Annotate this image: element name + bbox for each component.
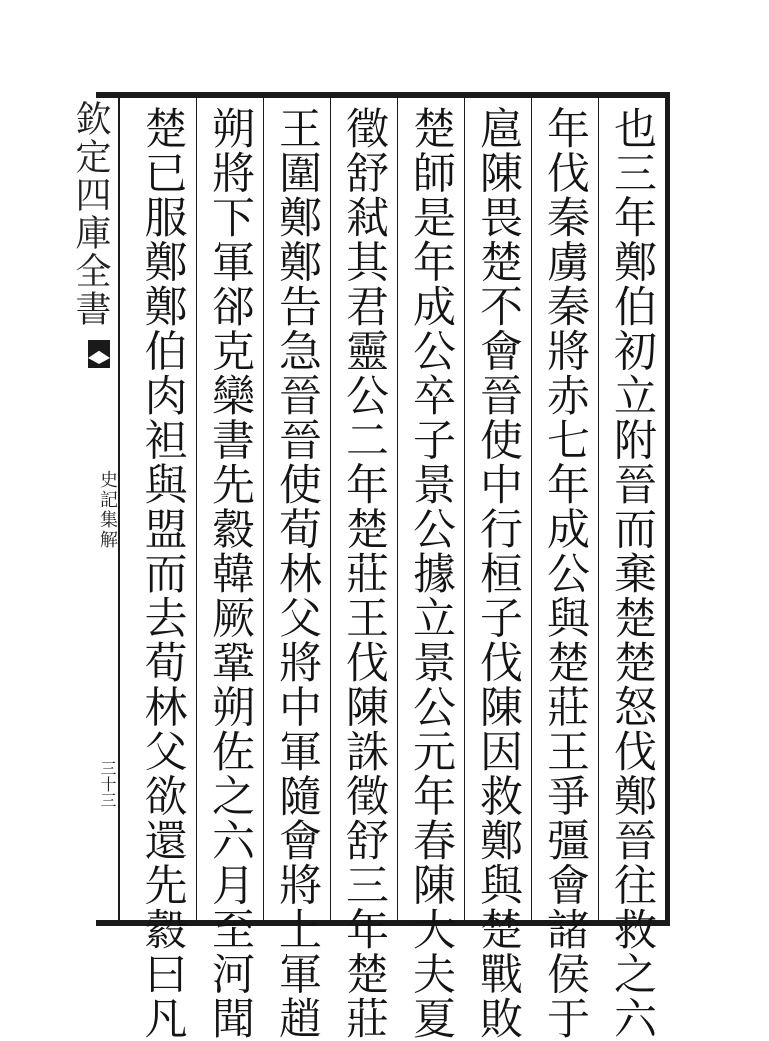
text-columns [120, 98, 665, 1041]
column-text: 扈陳畏楚不會晉使中行桓子伐陳因救鄭與楚戰敗 [473, 106, 523, 1041]
text-column [330, 98, 397, 1041]
text-column [129, 98, 196, 1041]
column-text: 徵舒弒其君靈公二年楚莊王伐陳誅徵舒三年楚莊 [339, 106, 389, 1041]
column-text: 王圍鄭鄭告急晉晉使荀林父將中軍隨會將上軍趙 [272, 106, 322, 1041]
column-text: 也三年鄭伯初立附晉而棄楚楚怒伐鄭晉往救之六 [607, 106, 657, 1041]
text-column [263, 98, 330, 1041]
text-column [196, 98, 263, 1041]
text-column [531, 98, 598, 1041]
column-text: 楚師是年成公卒子景公據立景公元年春陳大夫夏 [406, 106, 456, 1041]
column-text: 年伐秦虜秦將赤七年成公與楚莊王爭彊會諸侯于 [540, 106, 590, 1041]
book-name: 史記集解 [97, 470, 118, 550]
text-column [397, 98, 464, 1041]
column-text: 楚已服鄭鄭伯肉袒與盟而去荀林父欲還先縠曰凡 [137, 106, 188, 1041]
text-column [598, 98, 665, 1041]
folio-number: 三十三 [98, 760, 117, 808]
column-text: 朔將下軍郤克欒書先縠韓厥鞏朔佐之六月至河聞 [205, 106, 255, 1041]
text-column [464, 98, 531, 1041]
series-title: 欽定四庫全書 [70, 100, 111, 328]
